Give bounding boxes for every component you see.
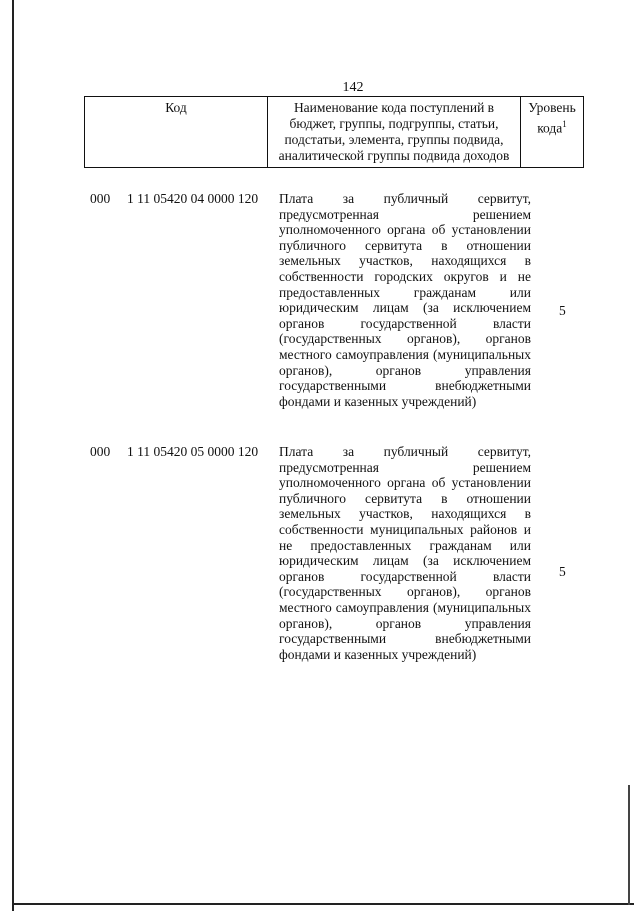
revenue-description: Плата за публичный сервитут, предусмотренная решением уполномоченного органа об установлении публичного сервитута в отношении земельных участков, находящихся в собственности муниципальных районов и не предоставленных гражданам или юридическим лицам (за исключением органов государственной власти (государственных органов), органов местного самоуправления (муниципальных органов), органов управления государственными внебюджетными фондами и казенных учреждений)	[279, 444, 531, 662]
header-name: Наименование кода поступлений в бюджет, группы, подгруппы, статьи, подстатьи, элемента, группы подвида, аналитической группы подвида доходов	[268, 97, 521, 168]
header-level	[521, 97, 584, 168]
admin-code: 000	[90, 191, 111, 206]
page-number: 142	[342, 80, 364, 95]
admin-code: 000	[90, 444, 111, 459]
revenue-code: 1 11 05420 05 0000 120	[127, 444, 259, 459]
header-row	[85, 97, 584, 168]
code-level: 5	[559, 303, 566, 318]
scan-border-right	[628, 785, 630, 905]
scan-border-left	[12, 0, 14, 911]
header-level-footnote: 1	[562, 119, 567, 129]
header-code: Код	[85, 97, 268, 168]
header-level-text: Уровень кода	[528, 100, 576, 136]
revenue-description: Плата за публичный сервитут, предусмотренная решением уполномоченного органа об установлении публичного сервитута в отношении земельных участков, находящихся в собственности городских округов и не предоставленных гражданам или юридическим лицам (за исключением органов государственной власти (государственных органов), органов местного самоуправления (муниципальных органов), органов управления государственными внебюджетными фондами и казенных учреждений)	[279, 191, 531, 409]
header-table	[84, 96, 584, 168]
code-level: 5	[559, 564, 566, 579]
scan-border-bottom	[12, 903, 634, 905]
revenue-code: 1 11 05420 04 0000 120	[127, 191, 259, 206]
